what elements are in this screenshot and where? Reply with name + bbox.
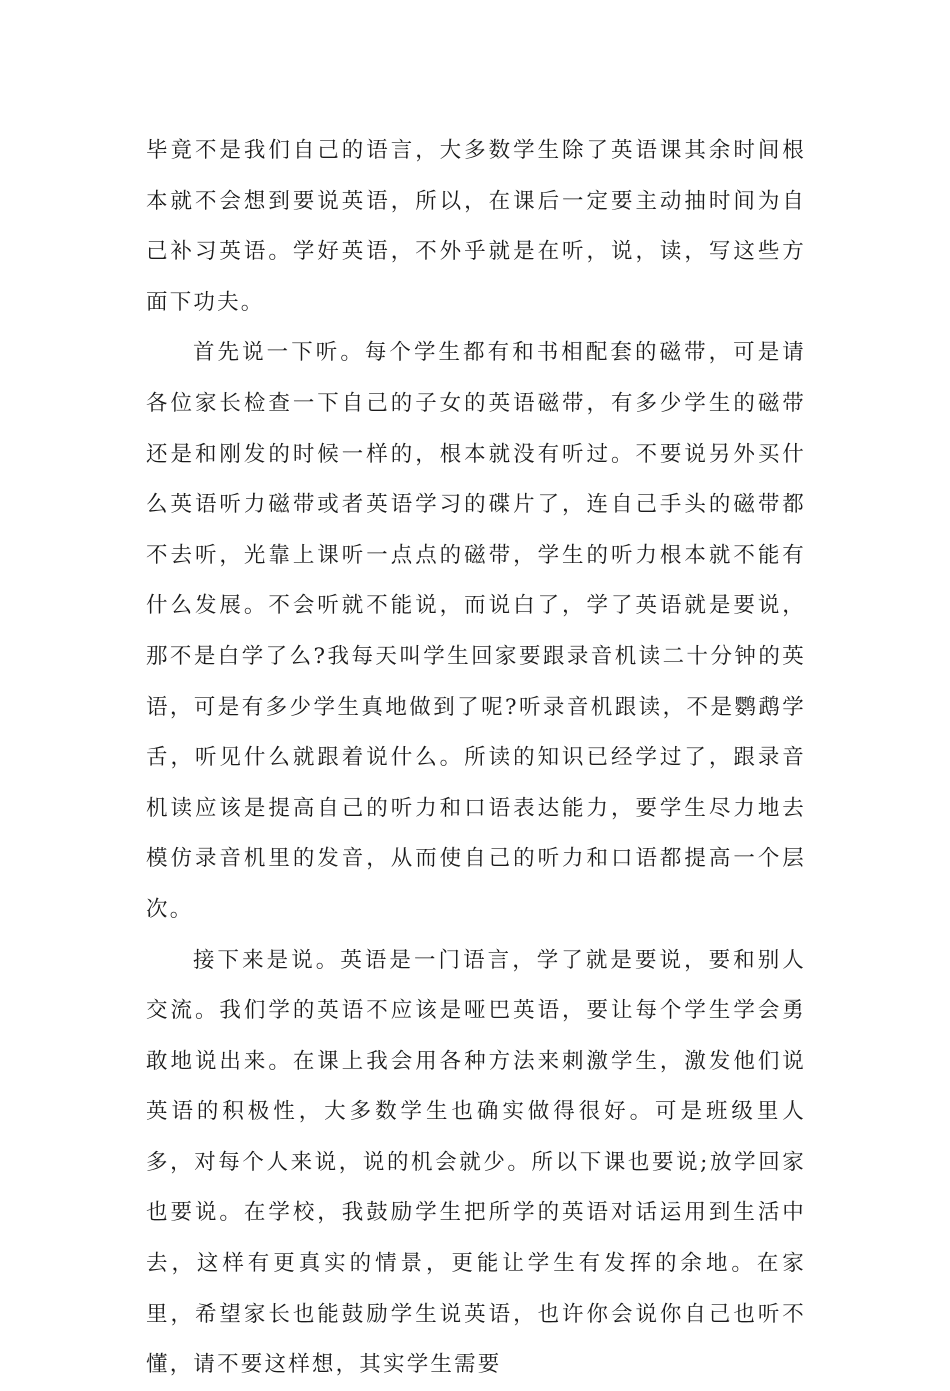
paragraph-1: 毕竟不是我们自己的语言，大多数学生除了英语课其余时间根本就不会想到要说英语，所以，在课后一定要主动抽时间为自己补习英语。学好英语，不外乎就是在听，说，读，写这些方面下功夫。 — [146, 138, 806, 315]
paragraph-3: 接下来是说。英语是一门语言，学了就是要说，要和别人交流。我们学的英语不应该是哑巴英语，要让每个学生学会勇敢地说出来。在课上我会用各种方法来刺激学生，激发他们说英语的积极性，大多数学生也确实做得很好。可是班级里人多，对每个人来说，说的机会就少。所以下课也要说;放学回家也要说。在学校，我鼓励学生把所学的英语对话运用到生活中去，这样有更真实的情景，更能让学生有发挥的余地。在家里，希望家长也能鼓励学生说英语，也许你会说你自己也听不懂，请不要这样想，其实学生需要 — [146, 947, 806, 1378]
paragraph-2: 首先说一下听。每个学生都有和书相配套的磁带，可是请各位家长检查一下自己的子女的英语磁带，有多少学生的磁带还是和刚发的时候一样的，根本就没有听过。不要说另外买什么英语听力磁带或者英语学习的碟片了，连自己手头的磁带都不去听，光靠上课听一点点的磁带，学生的听力根本就不能有什么发展。不会听就不能说，而说白了，学了英语就是要说，那不是白学了么?我每天叫学生回家要跟录音机读二十分钟的英语，可是有多少学生真地做到了呢?听录音机跟读，不是鹦鹉学舌，听见什么就跟着说什么。所读的知识已经学过了，跟录音机读应该是提高自己的听力和口语表达能力，要学生尽力地去模仿录音机里的发音，从而使自己的听力和口语都提高一个层次。 — [146, 340, 806, 922]
document-body — [146, 126, 806, 1391]
